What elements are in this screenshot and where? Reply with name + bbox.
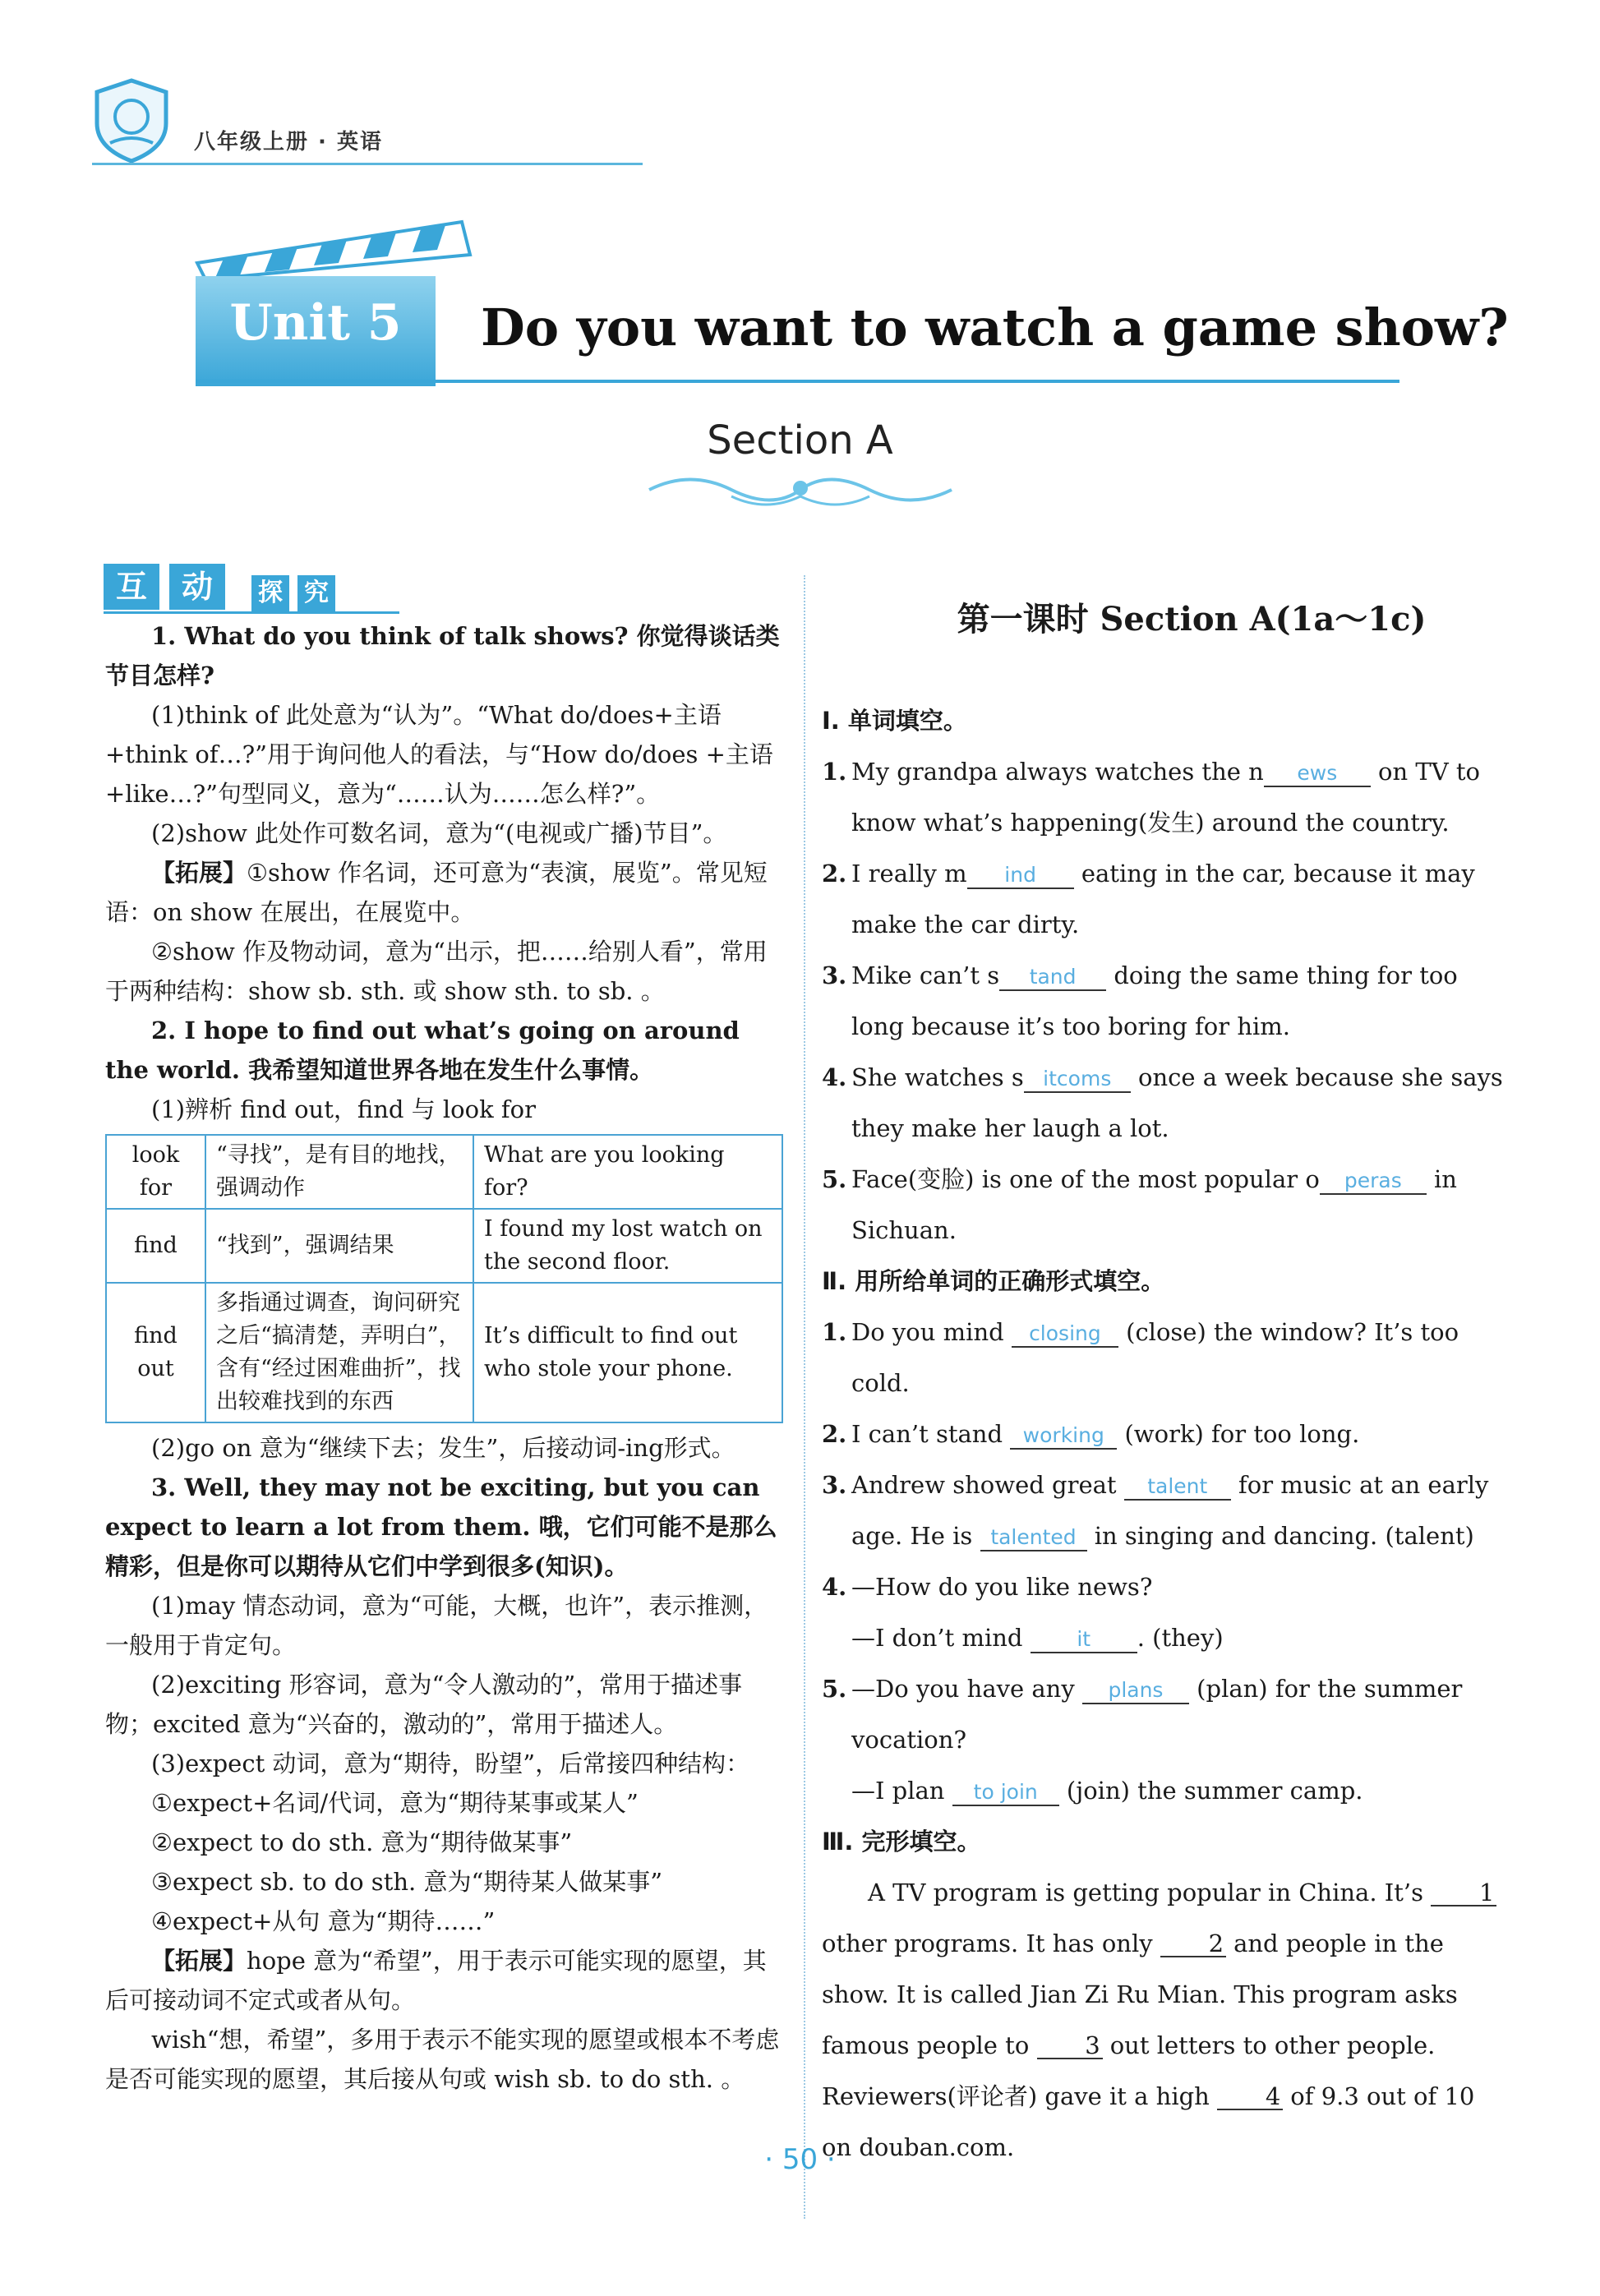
ornament-divider-icon — [641, 465, 960, 513]
answer-blank[interactable]: ind — [967, 863, 1074, 889]
item-number: 2. — [822, 860, 847, 888]
answer-blank[interactable]: working — [1010, 1423, 1117, 1450]
answer-blank[interactable]: talented — [980, 1525, 1087, 1551]
passage-text: and people in the show. It is called Jian Zi Ru Mian. This program asks famous people to — [822, 1929, 1458, 2059]
banner-divider — [196, 380, 1399, 383]
item-number: 1. — [822, 1318, 847, 1346]
item-text: (plan) for the summer vocation? — [851, 1675, 1463, 1754]
header-divider — [92, 163, 643, 165]
extension-label: 【拓展】 — [151, 1947, 247, 1975]
item-text: Mike can’t s — [851, 961, 1000, 989]
table-cell-example: I found my lost watch on the second floor. — [473, 1209, 782, 1283]
q3-structure-4: ④expect+从句 意为“期待……” — [151, 1907, 496, 1935]
item-number: 4. — [822, 1573, 847, 1601]
item-text: I can’t stand — [851, 1420, 1011, 1448]
item-text: —I plan — [851, 1777, 952, 1805]
passage-text: A TV program is getting popular in China. It’s — [868, 1879, 1432, 1906]
cloze-blank[interactable]: 1 — [1431, 1880, 1496, 1906]
table-cell-word: find — [106, 1209, 205, 1283]
item-text: eating in the car, because it may make the car dirty. — [851, 860, 1475, 938]
section-3-heading: Ⅲ. 完形填空。 — [822, 1828, 981, 1856]
q3-extension-1: hope 意为“希望”，用于表示可能实现的愿望，其后可接动词不定式或者从句。 — [105, 1947, 767, 2014]
cloze-blank[interactable]: 3 — [1037, 2033, 1103, 2059]
exercise-column — [822, 695, 1504, 2173]
item-text: —How do you like news? — [851, 1573, 1153, 1601]
table-row — [106, 1135, 782, 1209]
passage-text: of 9.3 out of 10 on douban.com. — [822, 2082, 1475, 2161]
table-cell-meaning: 多指通过调查，询问研究之后“搞清楚，弄明白”，含有“经过困难曲折”，找出较难找到的东西 — [205, 1283, 473, 1422]
q3-note-3: (3)expect 动词，意为“期待，盼望”，后常接四种结构： — [151, 1750, 750, 1777]
clapperboard-icon — [191, 205, 486, 279]
item-text: doing the same thing for too long because it’s too boring for him. — [851, 961, 1458, 1040]
q2-title: 2. I hope to find out what’s going on around the world. 我希望知道世界各地在发生什么事情。 — [105, 1017, 740, 1084]
answer-blank[interactable]: itcoms — [1024, 1067, 1131, 1093]
exercise-item — [822, 848, 1504, 950]
grade-subject-label: 八年级上册 · 英语 — [194, 130, 383, 154]
exercise-item — [822, 1459, 1504, 1561]
q3-note-2: (2)exciting 形容词，意为“令人激动的”，常用于描述事物；excited 意为“兴奋的，激动的”，常用于描述人。 — [105, 1671, 743, 1738]
section-1-heading: Ⅰ. 单词填空。 — [822, 707, 967, 735]
exercise-item-reply — [822, 1612, 1504, 1663]
column-divider — [804, 575, 805, 2219]
table-cell-word: look for — [106, 1135, 205, 1209]
table-cell-meaning: “寻找”，是有目的地找，强调动作 — [205, 1135, 473, 1209]
item-text: in singing and dancing. (talent) — [1086, 1522, 1474, 1550]
item-text: (join) the summer camp. — [1058, 1777, 1363, 1805]
item-text: She watches s — [851, 1063, 1024, 1091]
item-text: My grandpa always watches the n — [851, 758, 1264, 786]
answer-blank[interactable]: to join — [952, 1780, 1059, 1806]
q1-extension-1: ①show 作名词，还可意为“表演，展览”。常见短语：on show 在展出，在展览中。 — [105, 859, 768, 926]
q3-note-1: (1)may 情态动词，意为“可能，大概，也许”，表示推测，一般用于肯定句。 — [105, 1592, 768, 1659]
heading-char: 互 — [104, 564, 159, 610]
cloze-blank[interactable]: 2 — [1160, 1931, 1226, 1957]
unit-title: Do you want to watch a game show? — [481, 297, 1509, 357]
answer-blank[interactable]: talent — [1124, 1474, 1231, 1501]
item-text: Face(变脸) is one of the most popular o — [851, 1165, 1320, 1193]
q3-title: 3. Well, they may not be exciting, but you can expect to learn a lot from them. 哦，它们可能不是那么精彩，但是你可以期待从它们中学到很多(知识)。 — [105, 1473, 777, 1580]
item-text: —I don’t mind — [851, 1624, 1031, 1652]
cloze-passage — [822, 1867, 1504, 2173]
heading-char: 究 — [297, 575, 335, 611]
item-text: Andrew showed great — [851, 1471, 1124, 1499]
exercise-item-reply — [822, 1765, 1504, 1816]
item-number: 2. — [822, 1420, 847, 1448]
answer-blank[interactable]: ews — [1264, 761, 1371, 787]
school-crest-logo — [89, 76, 174, 166]
item-text: . (they) — [1137, 1624, 1224, 1652]
item-text: once a week because she says they make her laugh a lot. — [851, 1063, 1503, 1142]
exercise-item — [822, 746, 1504, 848]
exercise-item — [822, 950, 1504, 1052]
q2-note-1: (1)辨析 find out，find 与 look for — [151, 1095, 536, 1123]
item-text: (work) for too long. — [1117, 1420, 1360, 1448]
q1-note-2: (2)show 此处作可数名词，意为“(电视或广播)节目”。 — [151, 819, 727, 847]
q1-title: 1. What do you think of talk shows? 你觉得谈话类节目怎样? — [105, 622, 780, 689]
answer-blank[interactable]: plans — [1082, 1678, 1189, 1704]
section-2-heading: Ⅱ. 用所给单词的正确形式填空。 — [822, 1267, 1165, 1295]
page-number: · 50 · — [764, 2143, 836, 2176]
item-number: 5. — [822, 1675, 847, 1703]
exercise-item — [822, 1663, 1504, 1765]
answer-blank[interactable]: it — [1031, 1627, 1137, 1653]
table-cell-example: It’s difficult to find out who stole your phone. — [473, 1283, 782, 1422]
item-number: 3. — [822, 1471, 847, 1499]
table-cell-word: find out — [106, 1283, 205, 1422]
extension-label: 【拓展】 — [151, 859, 247, 887]
lesson-title: 第一课时 Section A(1a～1c) — [957, 600, 1427, 639]
q3-structure-2: ②expect to do sth. 意为“期待做某事” — [151, 1828, 573, 1856]
table-cell-example: What are you looking for? — [473, 1135, 782, 1209]
q1-note-1: (1)think of 此处意为“认为”。“What do/does+主语+think of…?”用于询问他人的看法，与“How do/does +主语+like…?”句型同义，意为“……认为……怎么样?”。 — [105, 701, 773, 808]
exercise-item — [822, 1154, 1504, 1256]
section-heading: Section A — [707, 417, 893, 463]
comparison-table — [105, 1134, 783, 1423]
table-row — [106, 1209, 782, 1283]
table-cell-meaning: “找到”，强调结果 — [205, 1209, 473, 1283]
cloze-blank[interactable]: 4 — [1217, 2084, 1283, 2110]
passage-text: other programs. It has only — [822, 1929, 1160, 1957]
passage-text: out letters to other people. Reviewers(评论者) gave it a high — [822, 2031, 1436, 2110]
answer-blank[interactable]: tand — [999, 965, 1106, 991]
item-text: on TV to know what’s happening(发生) around the country. — [851, 758, 1481, 837]
exercise-item — [822, 1408, 1504, 1459]
exercise-item — [822, 1561, 1504, 1612]
item-number: 1. — [822, 758, 847, 786]
unit-label: Unit 5 — [229, 294, 402, 352]
explanation-column — [105, 616, 787, 2099]
q1-extension-2: ②show 作及物动词，意为“出示，把……给别人看”，常用于两种结构：show sb. sth. 或 show sth. to sb. 。 — [105, 938, 768, 1005]
heading-char: 动 — [169, 564, 225, 610]
item-number: 5. — [822, 1165, 847, 1193]
item-number: 3. — [822, 961, 847, 989]
item-number: 4. — [822, 1063, 847, 1091]
table-row — [106, 1283, 782, 1422]
q3-extension-2: wish“想，希望”，多用于表示不能实现的愿望或根本不考虑是否可能实现的愿望，其后接从句或 wish sb. to do sth. 。 — [105, 2026, 780, 2093]
item-text: I really m — [851, 860, 967, 888]
q2-note-2: (2)go on 意为“继续下去；发生”，后接动词-ing形式。 — [151, 1434, 735, 1462]
exercise-item — [822, 1052, 1504, 1154]
item-text: for music at an early age. He is — [851, 1471, 1489, 1550]
item-text: —Do you have any — [851, 1675, 1082, 1703]
answer-blank[interactable]: closing — [1012, 1321, 1118, 1348]
exercise-item — [822, 1307, 1504, 1408]
answer-blank[interactable]: peras — [1320, 1169, 1427, 1195]
item-text: Do you mind — [851, 1318, 1012, 1346]
interactive-explore-heading — [104, 564, 399, 613]
heading-char: 探 — [251, 575, 289, 611]
q3-structure-1: ①expect+名词/代词，意为“期待某事或某人” — [151, 1789, 639, 1817]
q3-structure-3: ③expect sb. to do sth. 意为“期待某人做某事” — [151, 1868, 663, 1896]
item-text: in Sichuan. — [851, 1165, 1457, 1244]
item-text: (close) the window? It’s too cold. — [851, 1318, 1459, 1397]
